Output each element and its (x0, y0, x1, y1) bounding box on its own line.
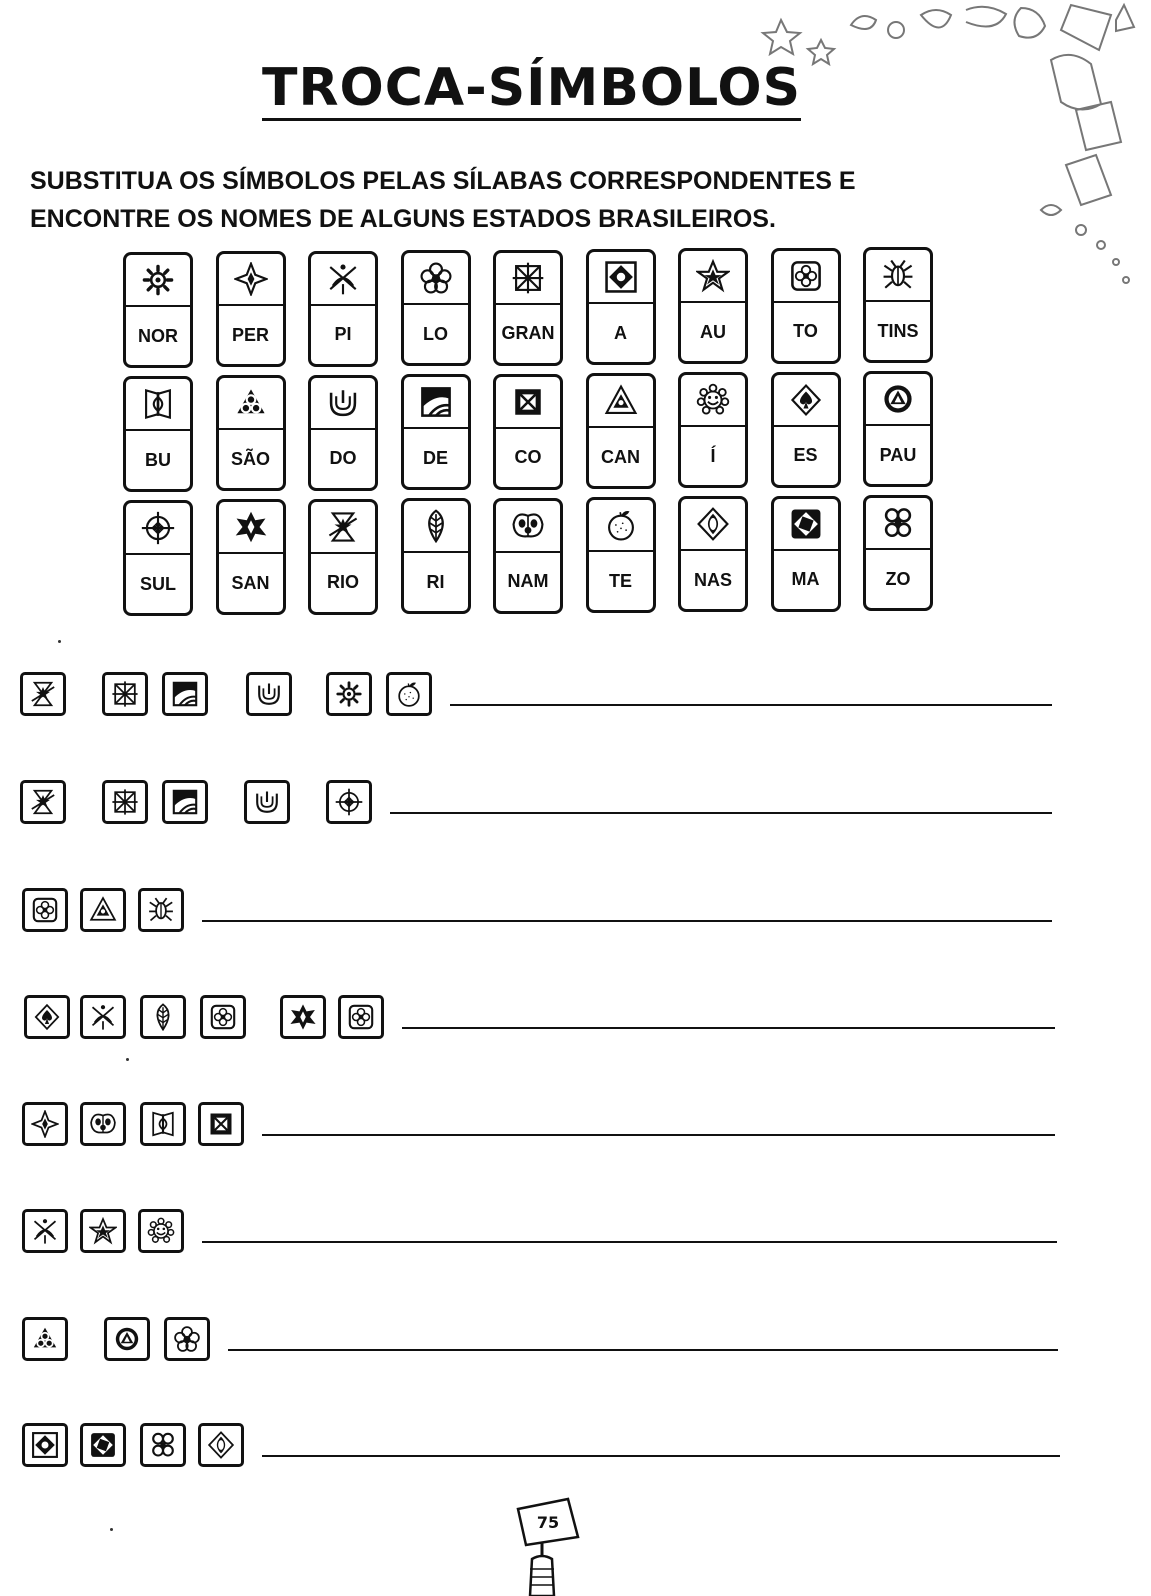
eye-diamond-icon (207, 1431, 235, 1459)
legend-card (863, 371, 933, 487)
star-icon (89, 1217, 117, 1245)
spade-icon (33, 1003, 61, 1031)
cup-icon (253, 788, 281, 816)
butterfly-icon (141, 387, 175, 421)
clover-icon (881, 506, 915, 540)
legend-symbol (126, 503, 190, 555)
apple-halves-icon (511, 509, 545, 543)
maple-leaf-icon (234, 510, 268, 544)
legend-syllable: PI (334, 324, 352, 345)
legend-symbol (219, 502, 283, 554)
legend-card (216, 251, 286, 367)
rosette-square-icon (209, 1003, 237, 1031)
legend-syllable: CAN (601, 446, 640, 467)
four-point-star-icon (31, 1110, 59, 1138)
symbol-tile (80, 1209, 126, 1253)
wave-square-icon (419, 385, 453, 419)
triangle-pyramid-icon (604, 384, 638, 418)
bug-icon (881, 258, 915, 292)
apple-halves-icon (89, 1110, 117, 1138)
legend-card (863, 247, 933, 363)
circle-triangle-icon (113, 1325, 141, 1353)
framed-cross-icon (207, 1110, 235, 1138)
symbol-tile (22, 888, 68, 932)
symbol-tile (140, 1423, 186, 1467)
puzzle-row (0, 672, 1151, 722)
legend-symbol (589, 500, 653, 552)
legend-syllable: NOR (138, 325, 178, 346)
page-number-mascot (508, 1497, 588, 1596)
legend-symbol (774, 499, 838, 551)
legend-card (308, 375, 378, 491)
legend-syllable: LO (423, 323, 448, 344)
legend-syllable: AU (700, 321, 726, 342)
puzzle-row (0, 1423, 1151, 1473)
legend-card (493, 250, 563, 366)
clover-icon (149, 1431, 177, 1459)
smiley-flower-icon (147, 1217, 175, 1245)
bug-icon (147, 896, 175, 924)
answer-line[interactable] (202, 1241, 1057, 1243)
symbol-tile (140, 995, 186, 1039)
symbol-tile (104, 1317, 150, 1361)
sun-gear-icon (335, 680, 363, 708)
symbol-tile (338, 995, 384, 1039)
sun-gear-icon (141, 263, 175, 297)
answer-line[interactable] (202, 920, 1052, 922)
wave-square-icon (171, 788, 199, 816)
legend-symbol (589, 252, 653, 304)
symbol-tile (386, 672, 432, 716)
legend-card (123, 376, 193, 492)
page-number: 75 (536, 1513, 560, 1532)
symbol-tile (326, 672, 372, 716)
page-title: TROCA-SÍMBOLOS (262, 58, 801, 121)
hourglass-star-icon (29, 788, 57, 816)
legend-symbol (589, 376, 653, 428)
legend-syllable: RI (426, 571, 445, 592)
symbol-tile (326, 780, 372, 824)
legend-syllable: SAN (231, 572, 270, 593)
legend-symbol (774, 375, 838, 427)
symbol-tile (24, 995, 70, 1039)
orange-icon (395, 680, 423, 708)
legend-symbol (311, 502, 375, 554)
legend-syllable: MA (791, 569, 820, 590)
rosette-square-icon (31, 896, 59, 924)
lattice-cross-icon (111, 788, 139, 816)
compass-icon (335, 788, 363, 816)
legend-syllable: TO (793, 321, 818, 342)
puzzle-row (0, 888, 1151, 938)
puzzle-row (0, 1102, 1151, 1152)
legend-card (771, 372, 841, 488)
legend-card (216, 375, 286, 491)
legend-symbol (126, 255, 190, 307)
puzzle-row (0, 995, 1151, 1045)
instruction-text (30, 162, 1020, 238)
answer-line[interactable] (262, 1455, 1060, 1457)
butterfly-icon (149, 1110, 177, 1138)
symbol-tile (80, 1102, 126, 1146)
puzzle-row (0, 1209, 1151, 1259)
legend-card (586, 373, 656, 489)
flower-icon (173, 1325, 201, 1353)
symbol-tile (162, 780, 208, 824)
answer-line[interactable] (402, 1027, 1055, 1029)
legend-symbol (404, 253, 468, 305)
rosette-square-icon (347, 1003, 375, 1031)
compass-icon (141, 511, 175, 545)
legend-symbol (774, 251, 838, 303)
answer-line[interactable] (228, 1349, 1058, 1351)
symbol-tile (80, 995, 126, 1039)
symbol-tile (22, 1209, 68, 1253)
instruction-line-1: SUBSTITUA OS SÍMBOLOS PELAS SÍLABAS CORRESPONDENTES E (30, 167, 856, 195)
lattice-cross-icon (111, 680, 139, 708)
symbol-tile (80, 1423, 126, 1467)
legend-card (493, 498, 563, 614)
orange-icon (604, 508, 638, 542)
legend-syllable: RIO (326, 572, 359, 593)
legend-symbol (126, 379, 190, 431)
circle-triangle-icon (881, 382, 915, 416)
puzzle-row (0, 780, 1151, 830)
legend-symbol (404, 501, 468, 553)
symbol-tile (198, 1102, 244, 1146)
spade-icon (789, 383, 823, 417)
legend-card (401, 250, 471, 366)
symbol-tile (246, 672, 292, 716)
triangle-pyramid-icon (89, 896, 117, 924)
maple-leaf-icon (289, 1003, 317, 1031)
legend-card (771, 496, 841, 612)
symbol-tile (20, 780, 66, 824)
legend-syllable: A (614, 322, 627, 343)
leaf-icon (419, 509, 453, 543)
star-icon (696, 259, 730, 293)
cup-icon (326, 386, 360, 420)
legend-symbol (311, 378, 375, 430)
legend-syllable: DE (422, 447, 448, 468)
legend-card (401, 498, 471, 614)
crossed-arrows-icon (326, 262, 360, 296)
symbol-tile (102, 672, 148, 716)
legend-syllable: ZO (885, 568, 911, 589)
smiley-flower-icon (696, 383, 730, 417)
legend-card (308, 251, 378, 367)
legend-card (493, 374, 563, 490)
answer-line[interactable] (450, 704, 1052, 706)
rotated-square-icon (789, 507, 823, 541)
legend-card (863, 495, 933, 611)
legend-card (216, 499, 286, 615)
four-point-star-icon (234, 262, 268, 296)
legend-symbol (496, 501, 560, 553)
legend-syllable: TINS (877, 320, 919, 341)
flower-icon (419, 261, 453, 295)
legend-symbol (681, 499, 745, 551)
legend-symbol (219, 378, 283, 430)
symbol-tile (22, 1317, 68, 1361)
legend-symbol (866, 374, 930, 426)
symbol-tile (198, 1423, 244, 1467)
legend-symbol (219, 254, 283, 306)
lattice-cross-icon (511, 261, 545, 295)
hourglass-star-icon (326, 510, 360, 544)
symbol-legend-grid (122, 248, 942, 618)
symbol-tile (102, 780, 148, 824)
speck (58, 640, 61, 643)
symbol-tile (138, 1209, 184, 1253)
crossed-arrows-icon (31, 1217, 59, 1245)
puzzle-row (0, 1317, 1151, 1367)
crossed-arrows-icon (89, 1003, 117, 1031)
legend-syllable: BU (145, 449, 171, 470)
legend-card (123, 500, 193, 616)
answer-line[interactable] (390, 812, 1052, 814)
legend-card (308, 499, 378, 615)
legend-syllable: GRAN (501, 323, 555, 344)
hourglass-star-icon (29, 680, 57, 708)
legend-symbol (866, 250, 930, 302)
legend-card (123, 252, 193, 368)
legend-card (678, 248, 748, 364)
leaf-icon (149, 1003, 177, 1031)
speck (110, 1528, 113, 1531)
symbol-tile (22, 1102, 68, 1146)
legend-syllable: NAM (507, 571, 549, 592)
symbol-tile (138, 888, 184, 932)
legend-syllable: ES (793, 445, 818, 466)
legend-symbol (681, 251, 745, 303)
legend-syllable: PAU (879, 444, 917, 465)
legend-syllable: CO (514, 447, 542, 468)
legend-card (586, 497, 656, 613)
symbol-tile (164, 1317, 210, 1361)
symbol-tile (280, 995, 326, 1039)
eye-diamond-icon (696, 507, 730, 541)
legend-symbol (404, 377, 468, 429)
legend-card (678, 372, 748, 488)
legend-card (678, 496, 748, 612)
legend-card (771, 248, 841, 364)
legend-symbol (866, 498, 930, 550)
legend-symbol (496, 253, 560, 305)
answer-line[interactable] (262, 1134, 1055, 1136)
symbol-tile (244, 780, 290, 824)
framed-cross-icon (511, 385, 545, 419)
legend-symbol (681, 375, 745, 427)
legend-card (401, 374, 471, 490)
legend-syllable: NAS (693, 569, 732, 590)
wave-square-icon (171, 680, 199, 708)
diamond-dot-icon (31, 1431, 59, 1459)
symbol-tile (20, 672, 66, 716)
symbol-tile (140, 1102, 186, 1146)
legend-symbol (311, 254, 375, 306)
legend-symbol (496, 377, 560, 429)
speck (126, 1058, 129, 1061)
rosette-square-icon (789, 259, 823, 293)
legend-syllable: DO (329, 448, 357, 469)
legend-syllable: SÃO (230, 448, 270, 469)
symbol-tile (80, 888, 126, 932)
legend-syllable: SUL (140, 573, 176, 594)
symbol-tile (22, 1423, 68, 1467)
legend-card (586, 249, 656, 365)
rotated-square-icon (89, 1431, 117, 1459)
triangle-knot-icon (234, 386, 268, 420)
symbol-tile (200, 995, 246, 1039)
legend-syllable: PER (231, 324, 269, 345)
legend-syllable: Í (710, 445, 716, 466)
triangle-knot-icon (31, 1325, 59, 1353)
symbol-tile (162, 672, 208, 716)
legend-syllable: TE (608, 570, 632, 591)
cup-icon (255, 680, 283, 708)
diamond-dot-icon (604, 260, 638, 294)
instruction-line-2: ENCONTRE OS NOMES DE ALGUNS ESTADOS BRASILEIROS. (30, 205, 776, 233)
